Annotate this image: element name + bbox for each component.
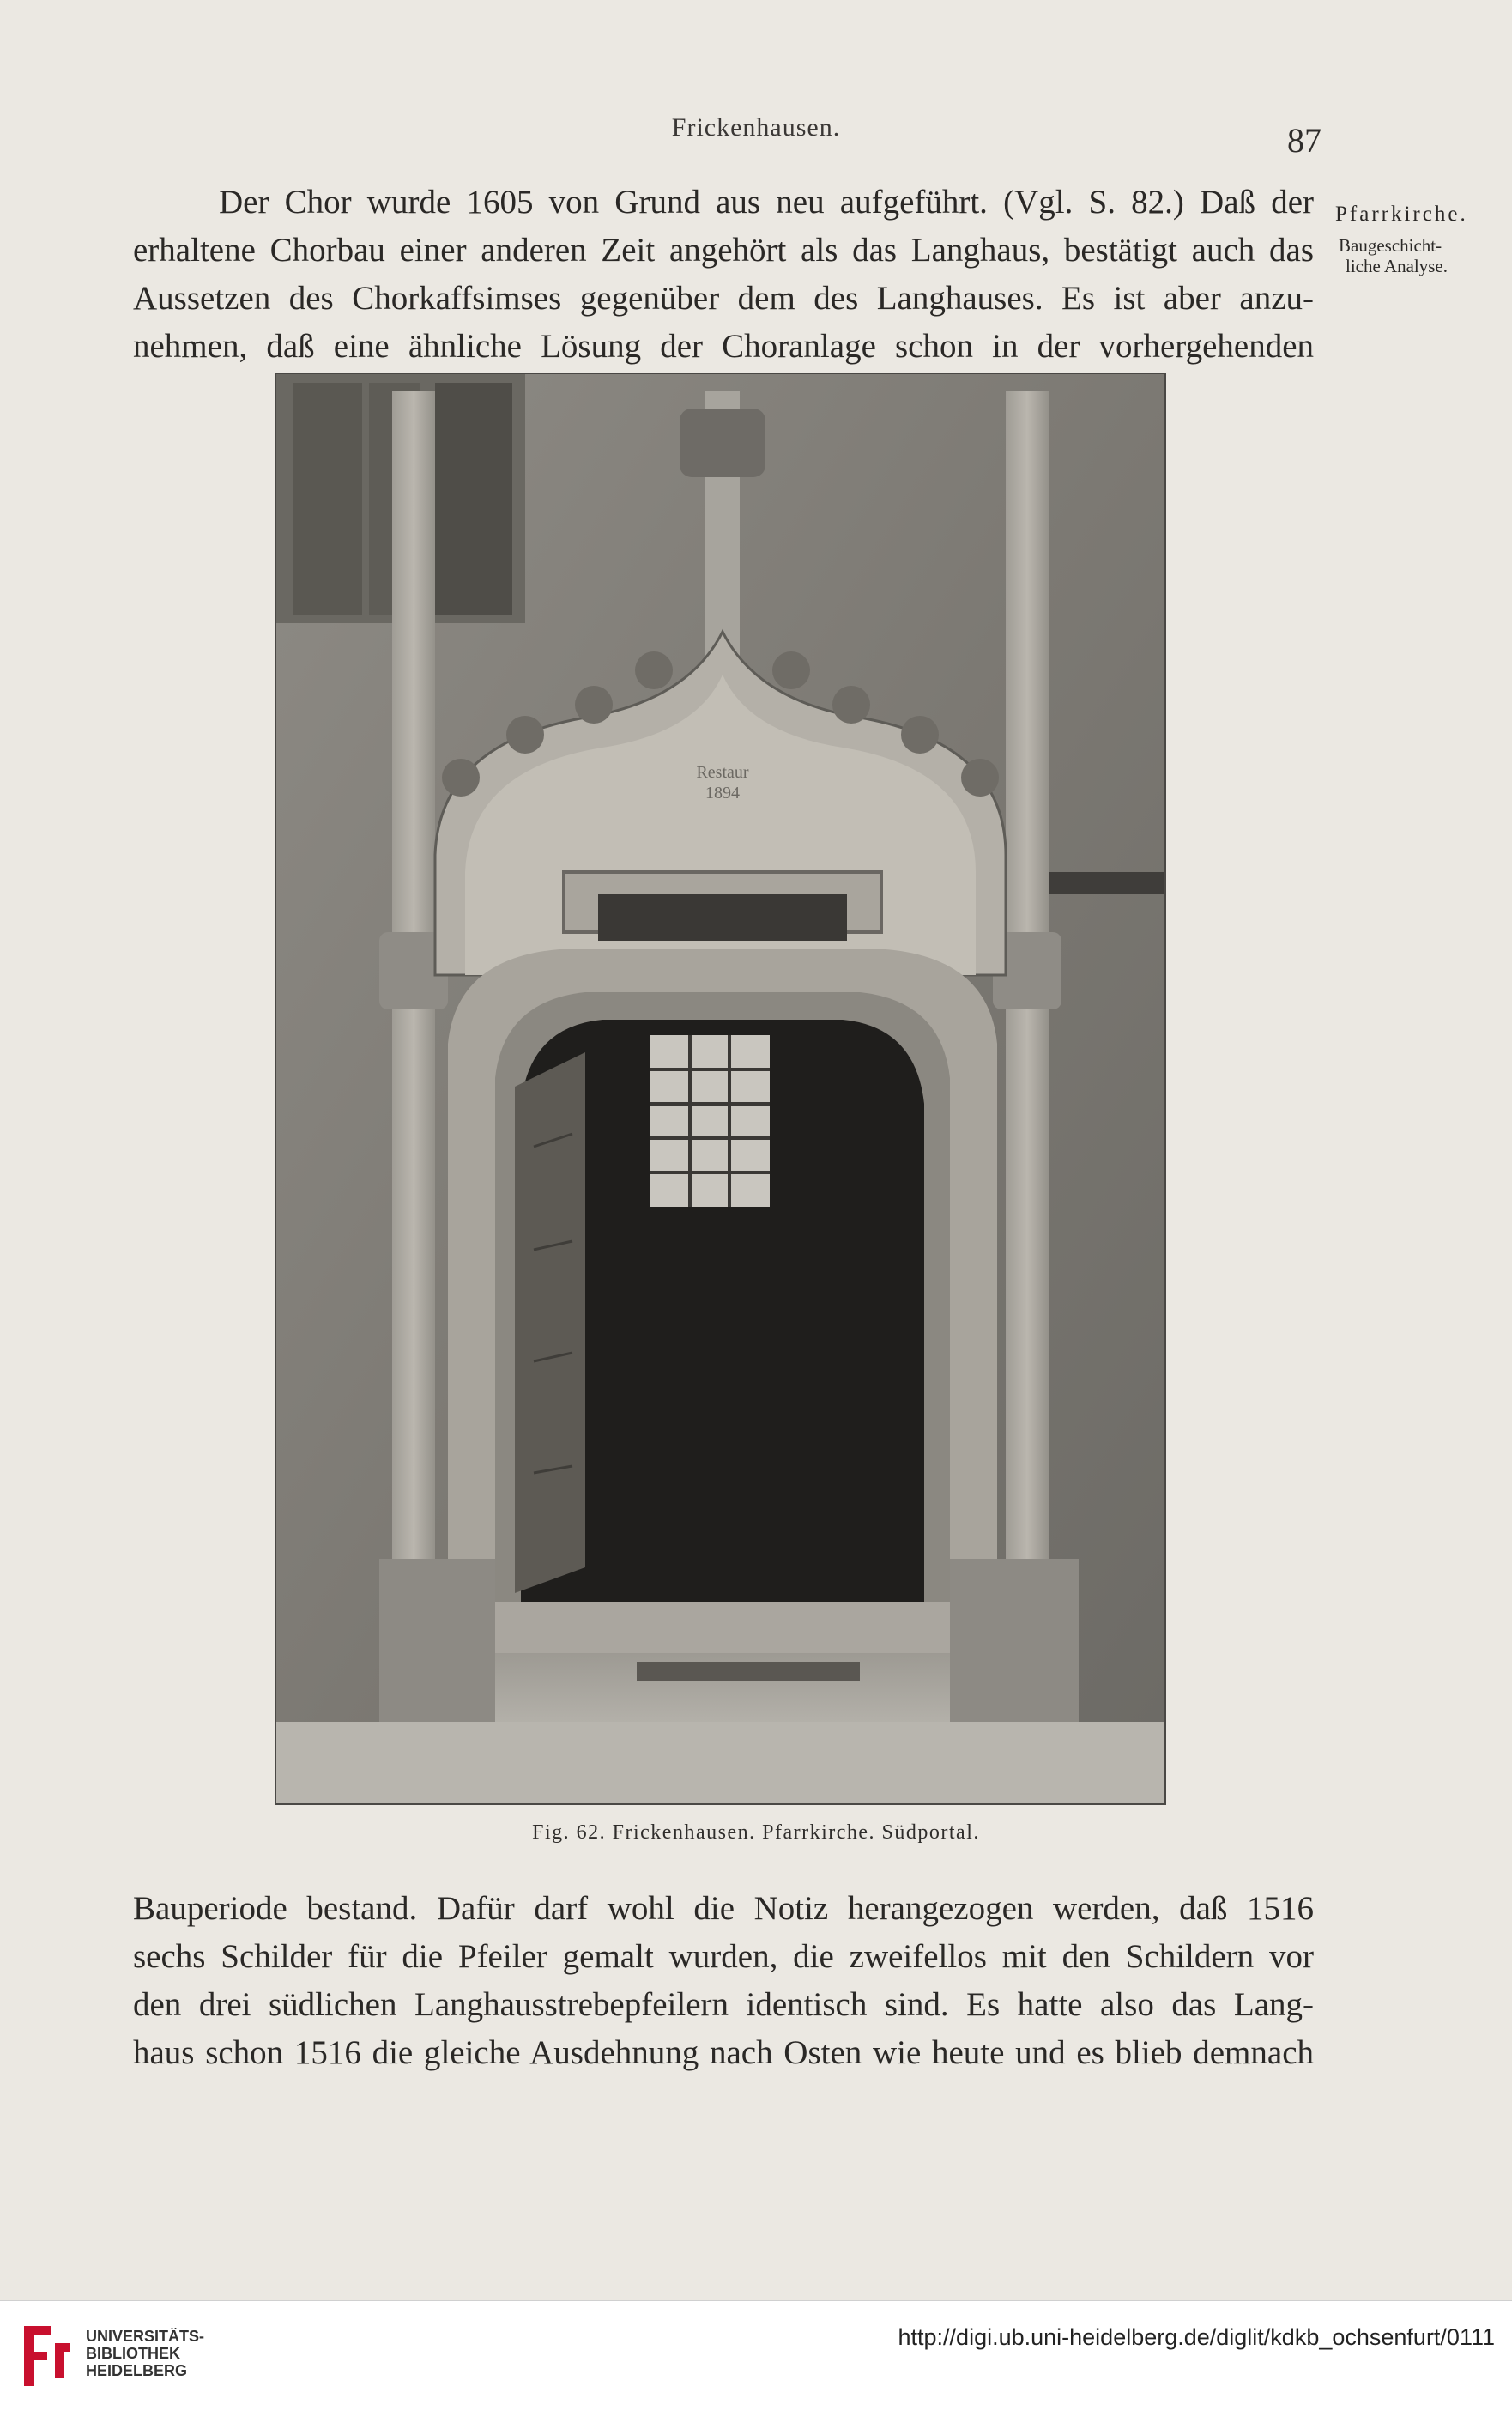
portal-photograph [275,373,1166,1805]
door-mat [637,1662,860,1681]
margin-note-subtitle-line: Baugeschicht- [1339,235,1442,256]
page-number: 87 [1287,121,1321,160]
interior-window [650,1035,770,1207]
left-base [379,1559,495,1722]
portal-inscription: Restaur [696,763,749,782]
upper-window-recess [435,383,512,615]
text-line: haus schon 1516 die gleiche Ausdehnung nach Osten wie heute und es blieb demnach [133,2034,1314,2071]
text-line: Der Chor wurde 1605 von Grund aus neu aufgeführt. (Vgl. S. 82.) Daß der [219,184,1314,221]
pavement [276,1722,1164,1803]
text-line: sechs Schilder für die Pfeiler gemalt wurden, die zweifellos mit den Schildern vor [133,1938,1314,1975]
portal-illustration [276,374,1164,1803]
paragraph-bottom [133,1885,1314,2077]
upper-window-pane [293,383,362,615]
source-url-link[interactable]: http://digi.ub.uni-heidelberg.de/diglit/kdkb_ochsenfurt/0111 [898,2324,1495,2350]
text-line: den drei südlichen Langhausstrebepfeilern identisch sind. Es hatte also das Lang- [133,1986,1314,2023]
margin-note-subtitle [1339,235,1510,276]
library-name-line: HEIDELBERG [86,2362,188,2379]
text-line: nehmen, daß eine ähnliche Lösung der Choranlage schon in der vorhergehenden [133,328,1314,365]
upper-step [495,1602,950,1653]
library-name-line: BIBLIOTHEK [86,2345,180,2362]
margin-note-subtitle-line: liche Analyse. [1346,256,1448,276]
figure-caption: Fig. 62. Frickenhausen. Pfarrkirche. Südportal. [532,1821,980,1844]
library-name-line: UNIVERSITÄTS- [86,2328,205,2345]
text-line: erhaltene Chorbau einer anderen Zeit angehört als das Langhaus, bestätigt auch das [133,232,1314,269]
paragraph-top [133,179,1314,371]
wall-ledge [1049,872,1164,894]
finial-crown [680,409,765,477]
text-line: Bauperiode bestand. Dafür darf wohl die Notiz herangezogen werden, daß 1516 [133,1890,1314,1927]
margin-note-title: Pfarrkirche. [1335,203,1468,226]
right-base [950,1559,1079,1722]
portal-inscription-year: 1894 [705,784,740,803]
lintel-recess [598,894,847,941]
footer-bar [0,2300,1512,2411]
text-line: Aussetzen des Chorkaffsimses gegenüber dem des Langhauses. Es ist aber anzu- [133,280,1314,317]
open-door-leaf [515,1052,585,1593]
library-name [86,2328,204,2379]
running-head: Frickenhausen. [671,113,841,142]
heidelberg-library-logo [17,2317,77,2395]
